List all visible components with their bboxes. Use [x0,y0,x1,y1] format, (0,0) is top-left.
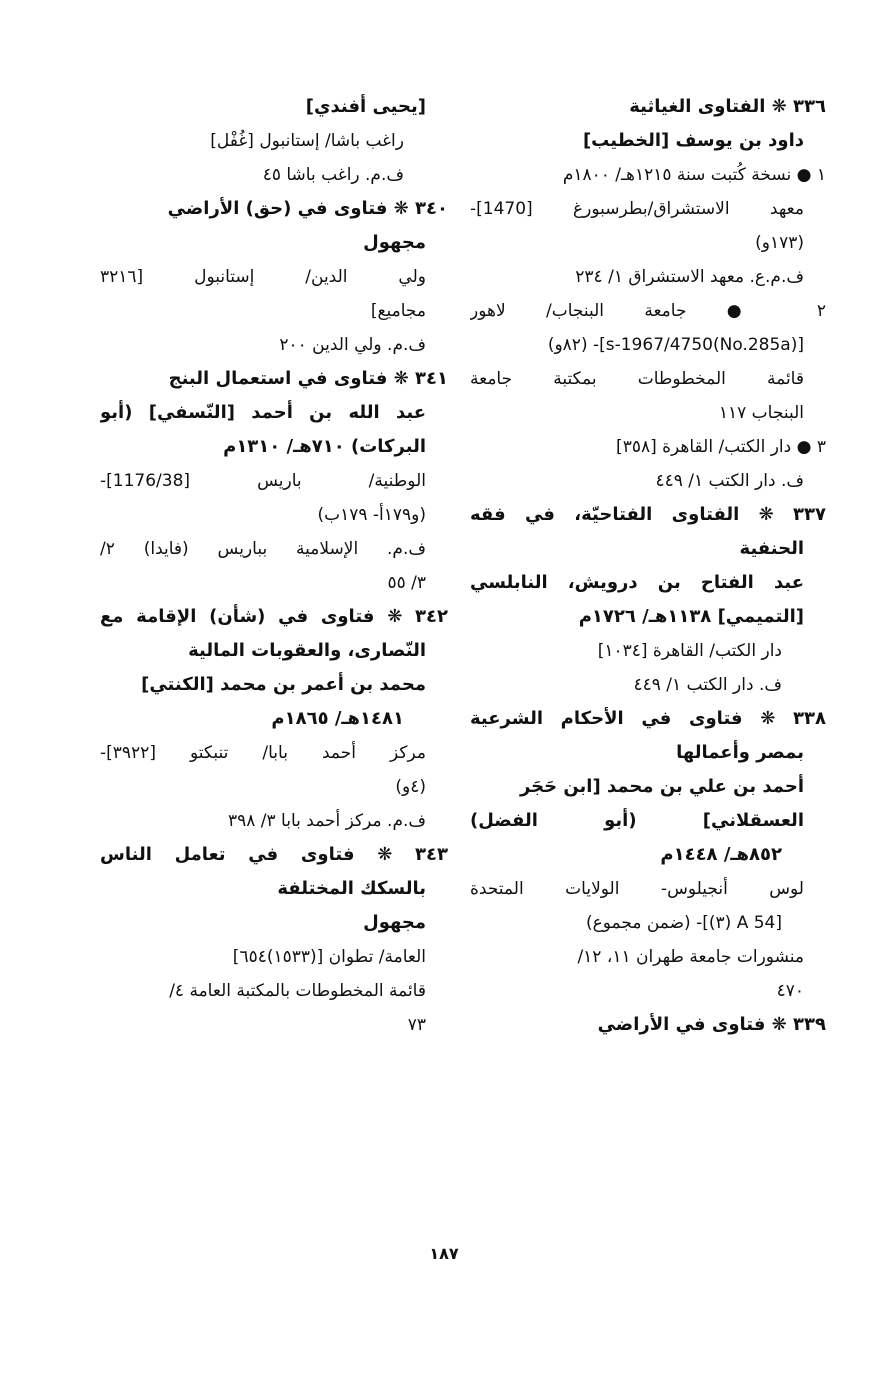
catalog-ref-338: منشورات جامعة طهران ١١، ١٢/ [577,947,804,967]
holding-341: الوطنية/ باريس [1176/38]- [100,471,426,491]
catalog-ref-341: ٣/ ٥٥ [387,573,426,593]
catalog-ref-337: ف. دار الكتب ١/ ٤٤٩ [633,675,782,695]
copy-line-336-2: ٢ ● جامعة البنجاب/ لاهور [470,301,826,321]
catalog-ref-336-1: ف.م.ع. معهد الاستشراق ١/ ٢٣٤ [575,267,804,287]
catalog-ref-340: ف.م. ولي الدين ٢٠٠ [279,335,426,355]
entry-title-343: بالسكك المختلفة [277,878,426,899]
entry-author-337: عبد الفتاح بن درويش، النابلسي [470,572,804,593]
catalog-ref-339: ف.م. راغب باشا ٤٥ [262,165,404,185]
catalog-ref-343: ٧٣ [407,1015,426,1035]
holding-342: (٤و) [395,777,426,797]
entry-author-338: ٨٥٢هـ/ ١٤٤٨م [660,844,782,865]
entry-author-342: ١٤٨١هـ/ ١٨٦٥م [271,708,404,729]
entry-title-337: ٣٣٧ ❋ الفتاوى الفتاحيّة، في فقه [470,504,826,525]
entry-title-337: الحنفية [739,538,804,559]
entry-author-336: داود بن يوسف [الخطيب] [582,130,804,151]
entry-author-337: [التميمي] ١١٣٨هـ/ ١٧٢٦م [578,606,804,627]
catalog-ref-338: ٤٧٠ [776,981,804,1001]
entry-author-341: البركات) ٧١٠هـ/ ١٣١٠م [223,436,426,457]
entry-title-336: ٣٣٦ ❋ الفتاوى الغياثية [629,96,826,117]
copy-line-336-2: [(No.285a)s-1967/4750]- (٨٢و) [547,335,804,355]
entry-author-339: [يحيى أفندي] [305,96,426,117]
holding-338: لوس أنجيلوس- الولايات المتحدة [470,879,804,899]
entry-title-343: ٣٤٣ ❋ فتاوى في تعامل الناس [100,844,448,865]
left-column [100,90,448,1042]
entry-title-342: النّصارى، والعقوبات المالية [188,640,426,661]
holding-337: دار الكتب/ القاهرة [١٠٣٤] [597,641,782,661]
holding-341: (و١٧٩أ- ١٧٩ب) [317,505,426,525]
catalog-ref-336-3: ف. دار الكتب ١/ ٤٤٩ [655,471,804,491]
holding-338: [A 54 (٣)]- (ضمن مجموع) [585,913,782,933]
entry-author-338: العسقلاني] (أبو الفضل) [470,810,804,831]
entry-author-343: مجهول [363,912,426,933]
holding-340: مجاميع] [370,301,426,321]
page-number: ١٨٧ [429,1244,459,1263]
catalog-ref-342: ف.م. مركز أحمد بابا ٣/ ٣٩٨ [227,811,426,831]
holding-343: العامة/ تطوان [(١٥٣٣)٦٥٤] [232,947,426,967]
entry-author-342: محمد بن أعمر بن محمد [الكنتي] [141,674,426,695]
entry-author-338: أحمد بن علي بن محمد [ابن حَجَر [519,776,804,797]
copy-line-336-1: ١ ● نسخة كُتبت سنة ١٢١٥هـ/ ١٨٠٠م [562,165,826,185]
entry-title-341: ٣٤١ ❋ فتاوى في استعمال البنج [168,368,448,389]
entry-author-340: مجهول [363,232,426,253]
copy-line-336-3: ٣ ● دار الكتب/ القاهرة [٣٥٨] [616,437,826,457]
entry-title-338: بمصر وأعمالها [676,742,804,763]
entry-author-341: عبد الله بن أحمد [النّسفي] (أبو [100,402,426,423]
copy-line-336-1: (١٧٣و) [755,233,804,253]
entry-title-339: ٣٣٩ ❋ فتاوى في الأراضي [597,1014,826,1035]
catalog-ref-336-2: قائمة المخطوطات بمكتبة جامعة [470,369,804,389]
catalog-ref-336-2: البنجاب ١١٧ [718,403,804,423]
holding-342: مركز أحمد بابا/ تنبكتو [٣٩٢٢]- [100,743,426,763]
catalog-ref-343: قائمة المخطوطات بالمكتبة العامة ٤/ [169,981,426,1001]
right-column [470,90,826,1042]
entry-title-342: ٣٤٢ ❋ فتاوى في (شأن) الإقامة مع [100,606,448,627]
holding-339: راغب باشا/ إستانبول [غُفْل] [210,131,404,151]
entry-title-340: ٣٤٠ ❋ فتاوى في (حق) الأراضي [167,198,448,219]
entry-title-338: ٣٣٨ ❋ فتاوى في الأحكام الشرعية [470,708,826,729]
holding-340: ولي الدين/ إستانبول [٣٢١٦ [100,267,426,287]
copy-line-336-1: معهد الاستشراق/بطرسبورغ [1470]- [470,199,804,219]
catalog-ref-341: ف.م. الإسلامية بباريس (فايدا) ٢/ [100,539,426,559]
